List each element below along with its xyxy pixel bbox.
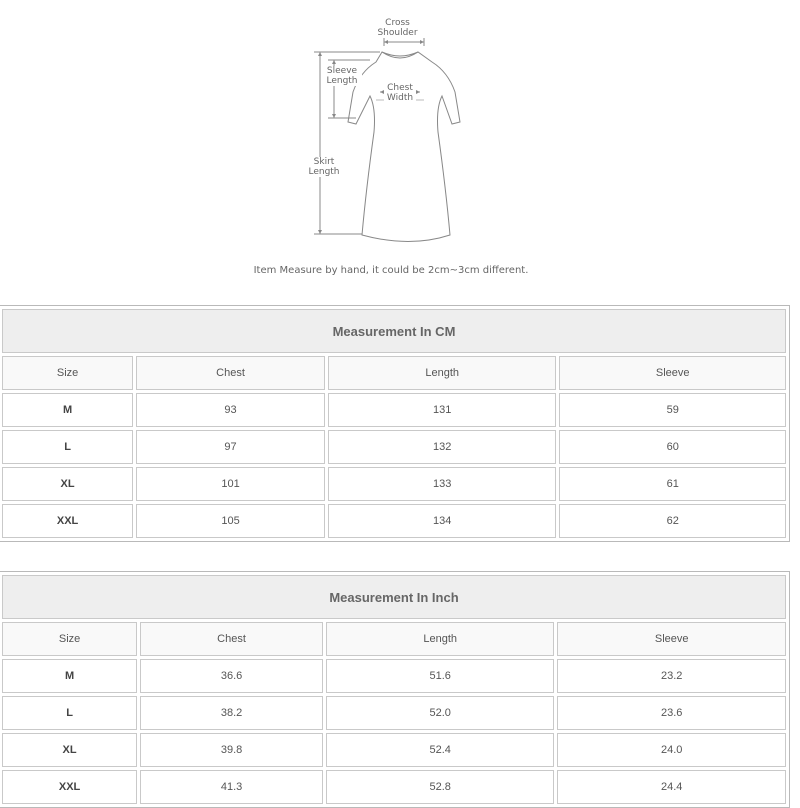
chest-cell: 105	[136, 504, 325, 538]
inch-header-length: Length	[326, 622, 555, 656]
table-row	[2, 430, 786, 464]
size-cell: L	[2, 430, 133, 464]
length-cell: 133	[328, 467, 557, 501]
inch-header-size: Size	[2, 622, 137, 656]
dress-measurement-diagram	[300, 10, 500, 250]
cross-shoulder-label: Cross Shoulder	[375, 18, 420, 38]
inch-header-sleeve: Sleeve	[557, 622, 786, 656]
length-cell: 131	[328, 393, 557, 427]
measurement-cm-table	[0, 305, 790, 542]
sleeve-cell: 59	[559, 393, 786, 427]
cm-header-chest: Chest	[136, 356, 325, 390]
sleeve-length-label: Sleeve Length	[322, 66, 362, 86]
table-row	[2, 696, 786, 730]
chest-cell: 36.6	[140, 659, 323, 693]
size-cell: L	[2, 696, 137, 730]
sleeve-cell: 60	[559, 430, 786, 464]
size-cell: M	[2, 659, 137, 693]
size-cell: XXL	[2, 504, 133, 538]
length-cell: 132	[328, 430, 557, 464]
table-row	[2, 659, 786, 693]
cm-header-sleeve: Sleeve	[559, 356, 786, 390]
size-cell: XL	[2, 733, 137, 767]
measurement-inch-table	[0, 571, 790, 808]
size-cell: M	[2, 393, 133, 427]
measure-note: Item Measure by hand, it could be 2cm~3cm different.	[253, 265, 529, 276]
chest-cell: 97	[136, 430, 325, 464]
chest-cell: 101	[136, 467, 325, 501]
table-row	[2, 733, 786, 767]
sleeve-cell: 61	[559, 467, 786, 501]
length-cell: 52.8	[326, 770, 555, 804]
skirt-length-label: Skirt Length	[306, 157, 342, 177]
inch-table-title: Measurement In Inch	[2, 575, 786, 619]
cm-header-size: Size	[2, 356, 133, 390]
sleeve-cell: 24.4	[557, 770, 786, 804]
length-cell: 52.4	[326, 733, 555, 767]
size-cell: XXL	[2, 770, 137, 804]
length-cell: 134	[328, 504, 557, 538]
chest-cell: 93	[136, 393, 325, 427]
length-cell: 52.0	[326, 696, 555, 730]
sleeve-cell: 24.0	[557, 733, 786, 767]
table-row	[2, 467, 786, 501]
table-row	[2, 770, 786, 804]
table-row	[2, 504, 786, 538]
length-cell: 51.6	[326, 659, 555, 693]
table-row	[2, 393, 786, 427]
sleeve-cell: 23.2	[557, 659, 786, 693]
cm-header-length: Length	[328, 356, 557, 390]
chest-cell: 41.3	[140, 770, 323, 804]
cm-header-row	[2, 356, 786, 390]
dress-outline-icon	[300, 10, 500, 250]
sleeve-cell: 62	[559, 504, 786, 538]
chest-width-label: Chest Width	[384, 83, 416, 103]
cm-table-title: Measurement In CM	[2, 309, 786, 353]
inch-header-chest: Chest	[140, 622, 323, 656]
chest-cell: 39.8	[140, 733, 323, 767]
sleeve-cell: 23.6	[557, 696, 786, 730]
size-cell: XL	[2, 467, 133, 501]
inch-header-row	[2, 622, 786, 656]
chest-cell: 38.2	[140, 696, 323, 730]
